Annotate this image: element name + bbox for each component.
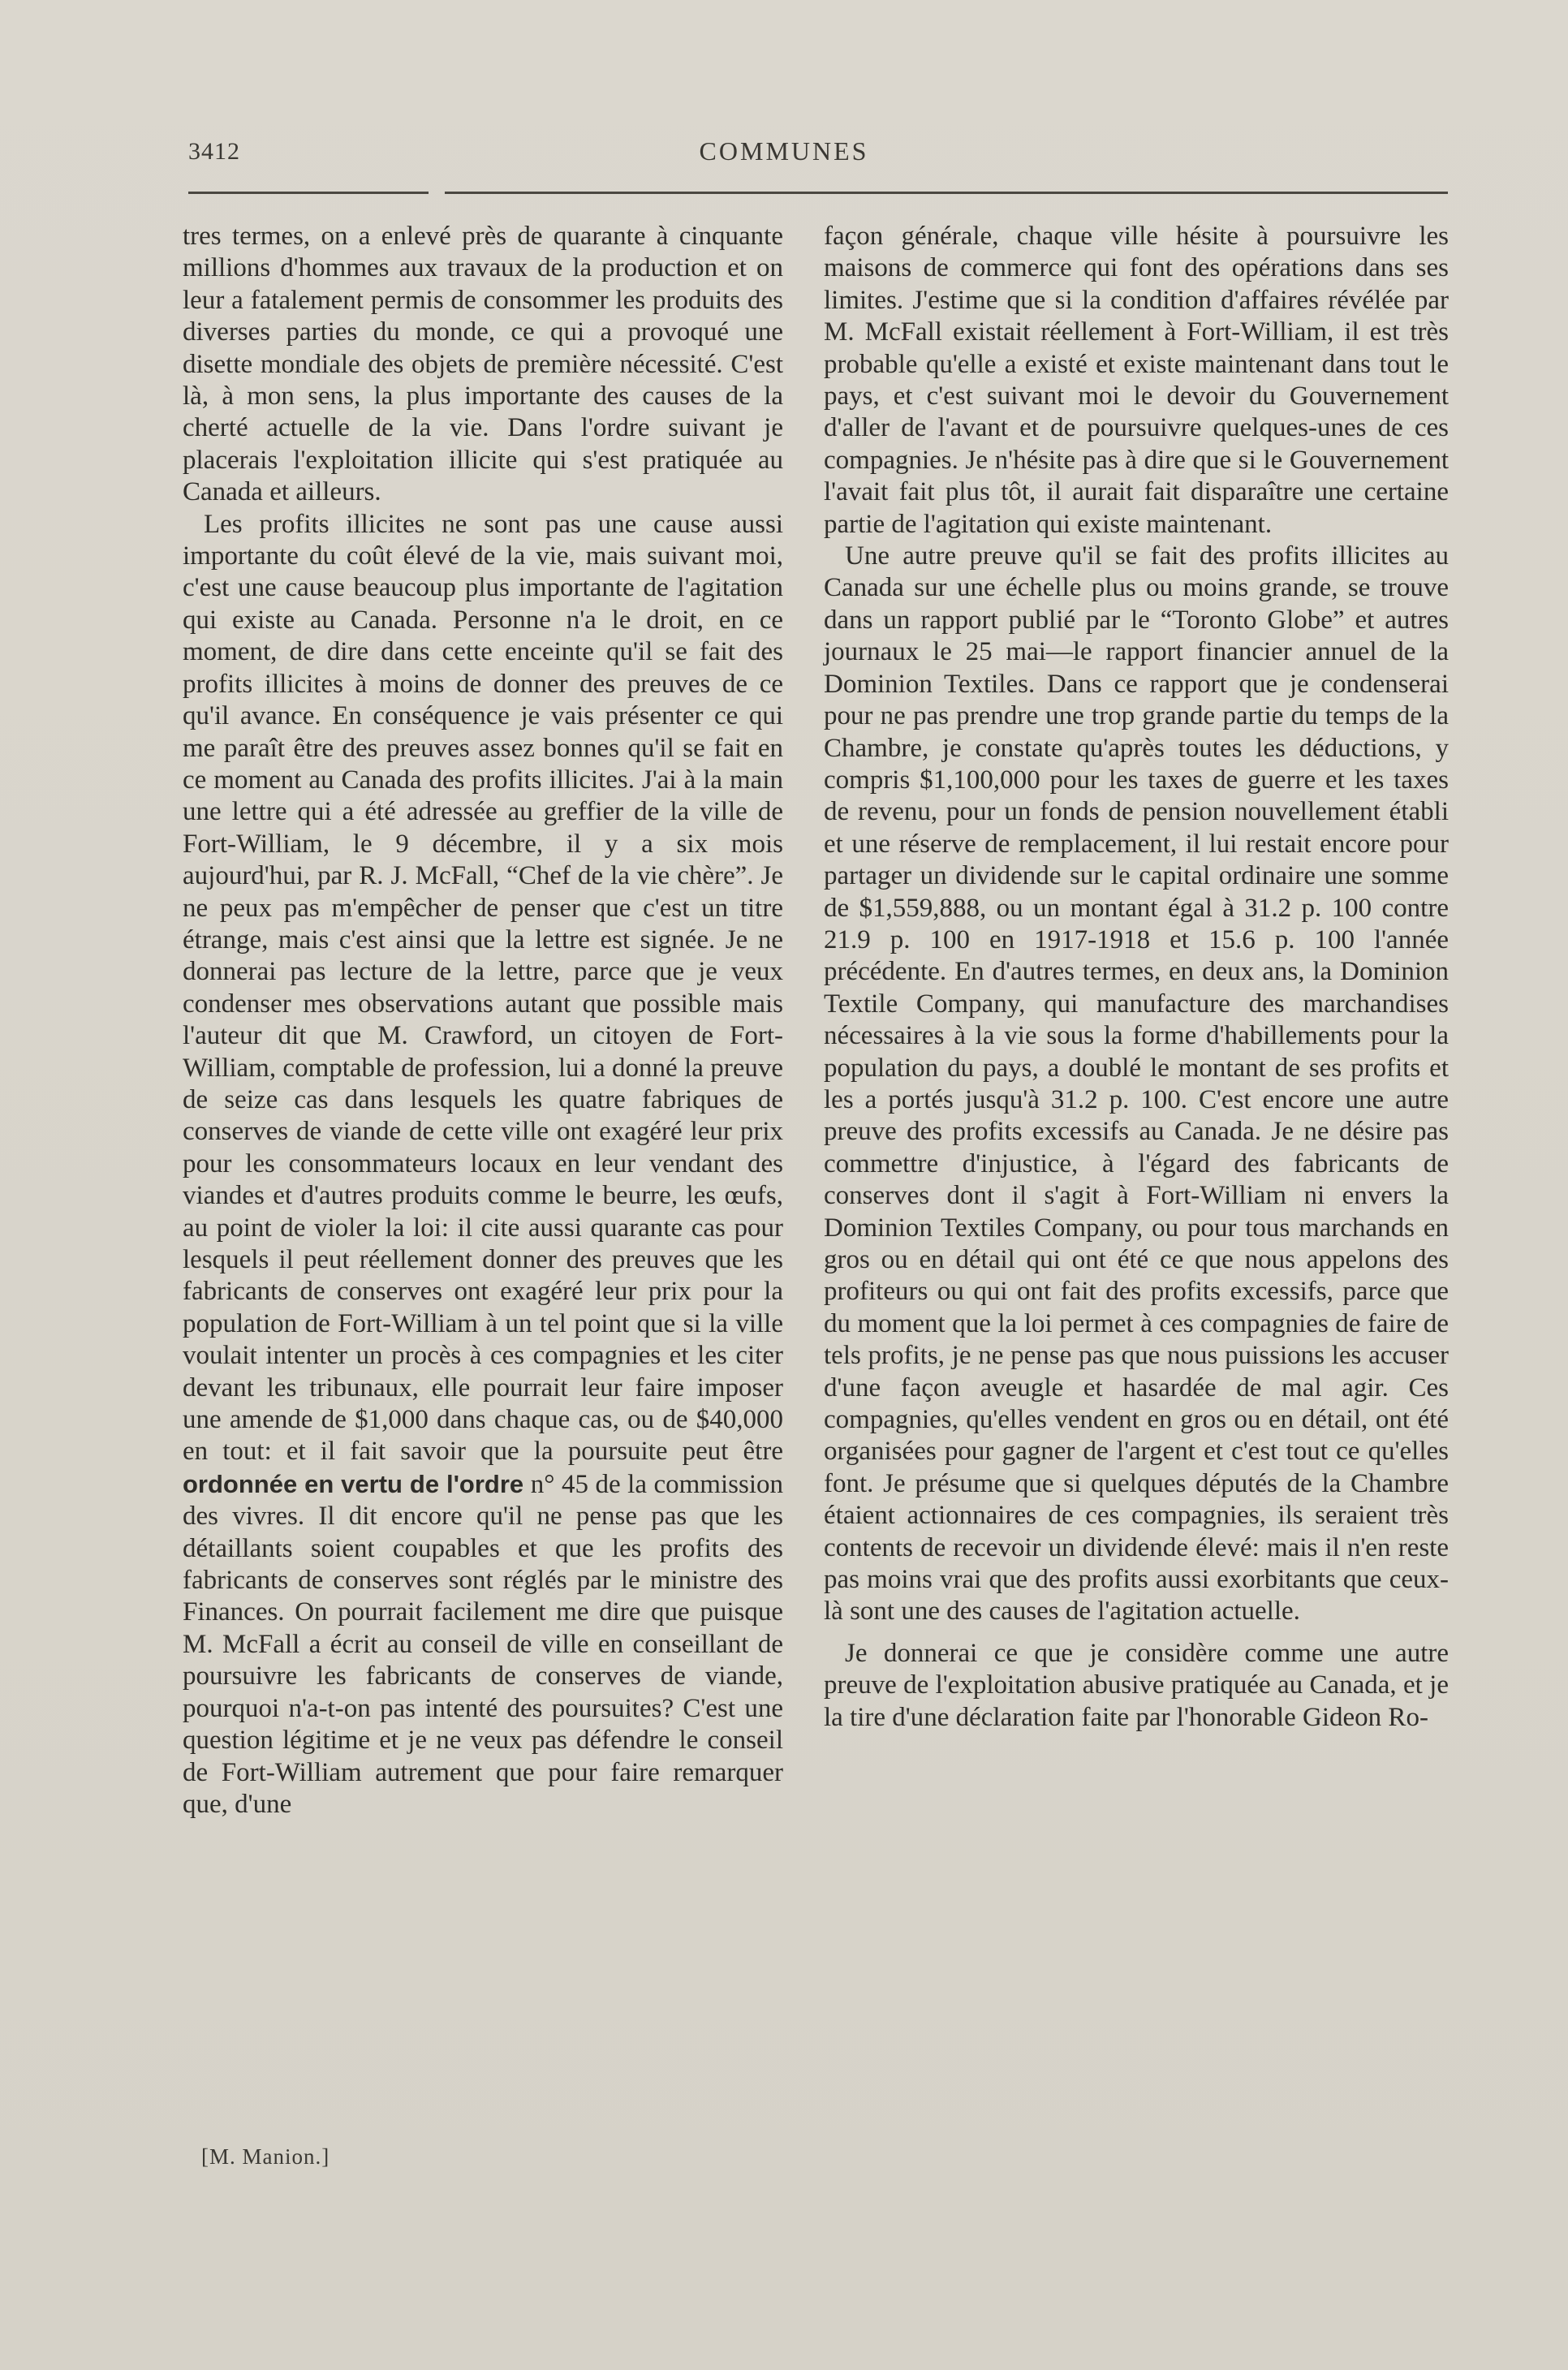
left-paragraph-2-part-b: n° 45 de la commission des vivres. Il dit encore qu'il ne pense pas que les détaillants soient coupables et que les profits des fabricants de conserves sont réglés par le ministre des Finances. On pourrait facilement me dire que puisque M. McFall a écrit au conseil de ville en conseillant de poursuivre les fabricants de conserves de viande, pourquoi n'a-t-on pas intenté des poursuites? C'est une question légitime et je ne veux pas défendre le conseil de Fort-William autrement que pour faire remarquer que, d'une <box>183 1469 784 1819</box>
right-column <box>824 221 1449 1734</box>
right-paragraph-3: Je donnerai ce que je considère comme une autre preuve de l'exploitation abusive pratiquée au Canada, et je la tire d'une déclaration faite par l'honorable Gideon Ro- <box>824 1638 1449 1732</box>
left-paragraph-2-bold-run: ordonnée en vertu de l'ordre <box>183 1469 524 1498</box>
left-column <box>183 221 783 1821</box>
page-number: 3412 <box>188 138 240 165</box>
running-head-title: COMMUNES <box>699 136 869 166</box>
header-rule-left <box>188 192 429 194</box>
left-paragraph-2-part-a: Les profits illicites ne sont pas une cause aussi importante du coût élevé de la vie, mais suivant moi, c'est une cause beaucoup plus importante de l'agitation qui existe au Canada. Personne n'a le droit, en ce moment, de dire dans cette enceinte qu'il se fait des profits illicites à moins de donner des preuves de ce qu'il avance. En conséquence je vais présenter ce qui me paraît être des preuves assez bonnes qu'il se fait en ce moment au Canada des profits illicites. J'ai à la main une lettre qui a été adressée au greffier de la ville de Fort-William, le 9 décembre, il y a six mois aujourd'hui, par R. J. McFall, “Chef de la vie chère”. Je ne peux pas m'empêcher de penser que c'est un titre étrange, mais c'est ainsi que la lettre est signée. Je ne donnerai pas lecture de la lettre, parce que je veux condenser mes observations autant que possible mais l'auteur dit que M. Crawford, un citoyen de Fort-William, comptable de profession, lui a donné la preuve de seize cas dans lesquels les quatre fabriques de conserves de viande de cette ville ont exagéré leur prix pour les consommateurs locaux en leur vendant des viandes et d'autres produits comme le beurre, les œufs, au point de violer la loi: il cite aussi quarante cas pour lesquels il peut réellement donner des preuves que les fabricants de conserves ont exagéré leur prix pour la population de Fort-William à un tel point que si la ville voulait intenter un procès à ces compagnies et les citer devant les tribunaux, elle pourrait leur faire imposer une amende de $1,000 dans chaque cas, ou de $40,000 en tout: et il fait savoir que la poursuite peut être <box>183 509 783 1467</box>
right-paragraph-2: Une autre preuve qu'il se fait des profits illicites au Canada sur une échelle plus ou moins grande, se trouve dans un rapport publié par le “Toronto Globe” et autres journaux le 25 mai—le rapport financier annuel de la Dominion Textiles. Dans ce rapport que je condenserai pour ne pas prendre une trop grande partie du temps de la Chambre, je constate qu'après toutes les déductions, y compris $1,100,000 pour les taxes de guerre et les taxes de revenu, pour un fonds de pension nouvellement établi et une réserve de remplacement, il lui restait encore pour partager un dividende sur le capital ordinaire une somme de $1,559,888, ou un montant égal à 31.2 p. 100 contre 21.9 p. 100 en 1917-1918 et 15.6 p. 100 l'année précédente. En d'autres termes, en deux ans, la Dominion Textile Company, qui manufacture des marchandises nécessaires à la vie sous la forme d'habillements pour la population du pays, a doublé le montant de ses profits et les a portés jusqu'à 31.2 p. 100. C'est encore une autre preuve des profits excessifs au Canada. Je ne désire pas commettre d'injustice, à l'égard des fabricants de conserves dont il s'agit à Fort-William ni envers la Dominion Textiles Company, ou pour tous marchands en gros ou en détail qui ont été ce que nous appelons des profiteurs ou qui ont fait des profits excessifs, parce que du moment que la loi permet à ces compagnies de faire de tels profits, je ne pense pas que nous puissions les accuser d'une façon aveugle et hasardée de mal agir. Ces compagnies, qu'elles vendent en gros ou en détail, ont été organisées pour gagner de l'argent et c'est tout ce qu'elles font. Je présume que si quelques députés de la Chambre étaient actionnaires de ces compagnies, ils seraient très contents de recevoir un dividende élevé: mais il n'en reste pas moins vrai que des profits aussi exorbitants que ceux-là sont une des causes de l'agitation actuelle. <box>824 541 1449 1627</box>
right-paragraph-1: façon générale, chaque ville hésite à poursuivre les maisons de commerce qui font des opérations dans ses limites. J'estime que si la condition d'affaires révélée par M. McFall existait réellement à Fort-William, il est très probable qu'elle a existé et existe maintenant dans tout le pays, et c'est suivant moi le devoir du Gouvernement d'aller de l'avant et de poursuivre quelques-unes de ces compagnies. Je n'hésite pas à dire que si le Gouvernement l'avait fait plus tôt, il aurait fait disparaître une certaine partie de l'agitation qui existe maintenant. <box>824 222 1449 539</box>
left-paragraph-2 <box>183 509 783 1821</box>
header-rule-right <box>445 192 1448 194</box>
left-paragraph-1: tres termes, on a enlevé près de quarante à cinquante millions d'hommes aux travaux de la production et on leur a fatalement permis de consommer les produits des diverses parties du monde, ce qui a provoqué une disette mondiale des objets de première nécessité. C'est là, à mon sens, la plus importante des causes de la cherté actuelle de la vie. Dans l'ordre suivant je placerais l'exploitation illicite qui s'est pratiquée au Canada et ailleurs. <box>183 222 783 507</box>
speaker-note: [M. Manion.] <box>201 2144 330 2169</box>
